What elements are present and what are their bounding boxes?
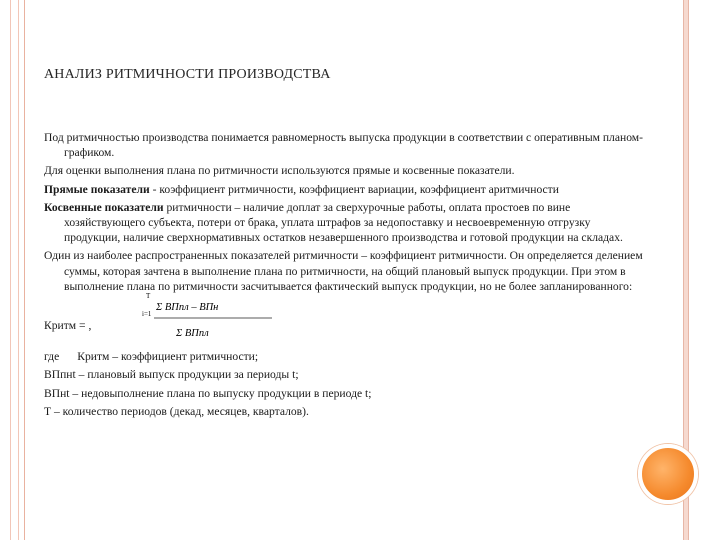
definition-text: Критм – коэффициент ритмичности; [77, 350, 259, 364]
paragraph-indirect-indicators [44, 200, 644, 246]
orange-circle-decoration [638, 444, 698, 504]
frame-line [24, 0, 25, 540]
formula-sum-upper: T [146, 292, 151, 301]
paragraph-definition: Под ритмичностью производства понимается равномерность выпуска продукции в соответствии с оперативным планом-графиком. [44, 131, 643, 160]
paragraph-rhythm-coefficient: Один из наиболее распространенных показателей ритмичности – коэффициент ритмичности. Он определяется делением суммы, которая зачтена в выполнение плана по ритмичности, на общий плановый выпуск продукции. При этом в выполнение плана по ритмичности засчитывается фактический выпуск продукции, но не более запланированного: [44, 249, 643, 293]
formula-denominator: Σ ВПпл [176, 328, 209, 340]
definition-vpn: ВПнt – недовыполнение плана по выпуску продукции в периоде t; [44, 386, 372, 400]
definition-t: Т – количество периодов (декад, месяцев, кварталов). [44, 404, 309, 418]
paragraph-assessment: Для оценки выполнения плана по ритмичности используются прямые и косвенные показатели. [44, 164, 515, 178]
formula-fraction [142, 288, 282, 348]
formula-lhs: Критм = , [44, 319, 92, 333]
paragraph-direct-indicators [44, 182, 644, 197]
formula-numerator: Σ ВПпл – ВПн [156, 302, 219, 314]
direct-indicators-text: - коэффициент ритмичности, коэффициент вариации, коэффициент аритмичности [149, 182, 559, 196]
direct-indicators-label: Прямые показатели [44, 182, 150, 196]
formula-line [44, 292, 644, 340]
frame-line [10, 0, 11, 540]
formula-sum-lower: i=1 [142, 310, 152, 319]
definitions-list [44, 349, 644, 419]
where-label: где [44, 350, 60, 364]
slide-title: АНАЛИЗ РИТМИЧНОСТИ ПРОИЗВОДСТВА [44, 67, 331, 82]
definition-kritm [44, 349, 644, 364]
frame-line [18, 0, 19, 540]
indirect-indicators-text: ритмичности – наличие доплат за сверхурочные работы, оплата простоев по вине хозяйствующего субъекта, потери от брака, уплата штрафов за недопоставку и несвоевременную отгрузку продукции, наличие сверхнормативных остатков незавершенного производства и готовой продукции на складах. [64, 200, 623, 245]
slide-content [44, 130, 644, 422]
indirect-indicators-label: Косвенные показатели [44, 200, 164, 214]
definition-vppl: ВПпнt – плановый выпуск продукции за периоды t; [44, 368, 299, 382]
